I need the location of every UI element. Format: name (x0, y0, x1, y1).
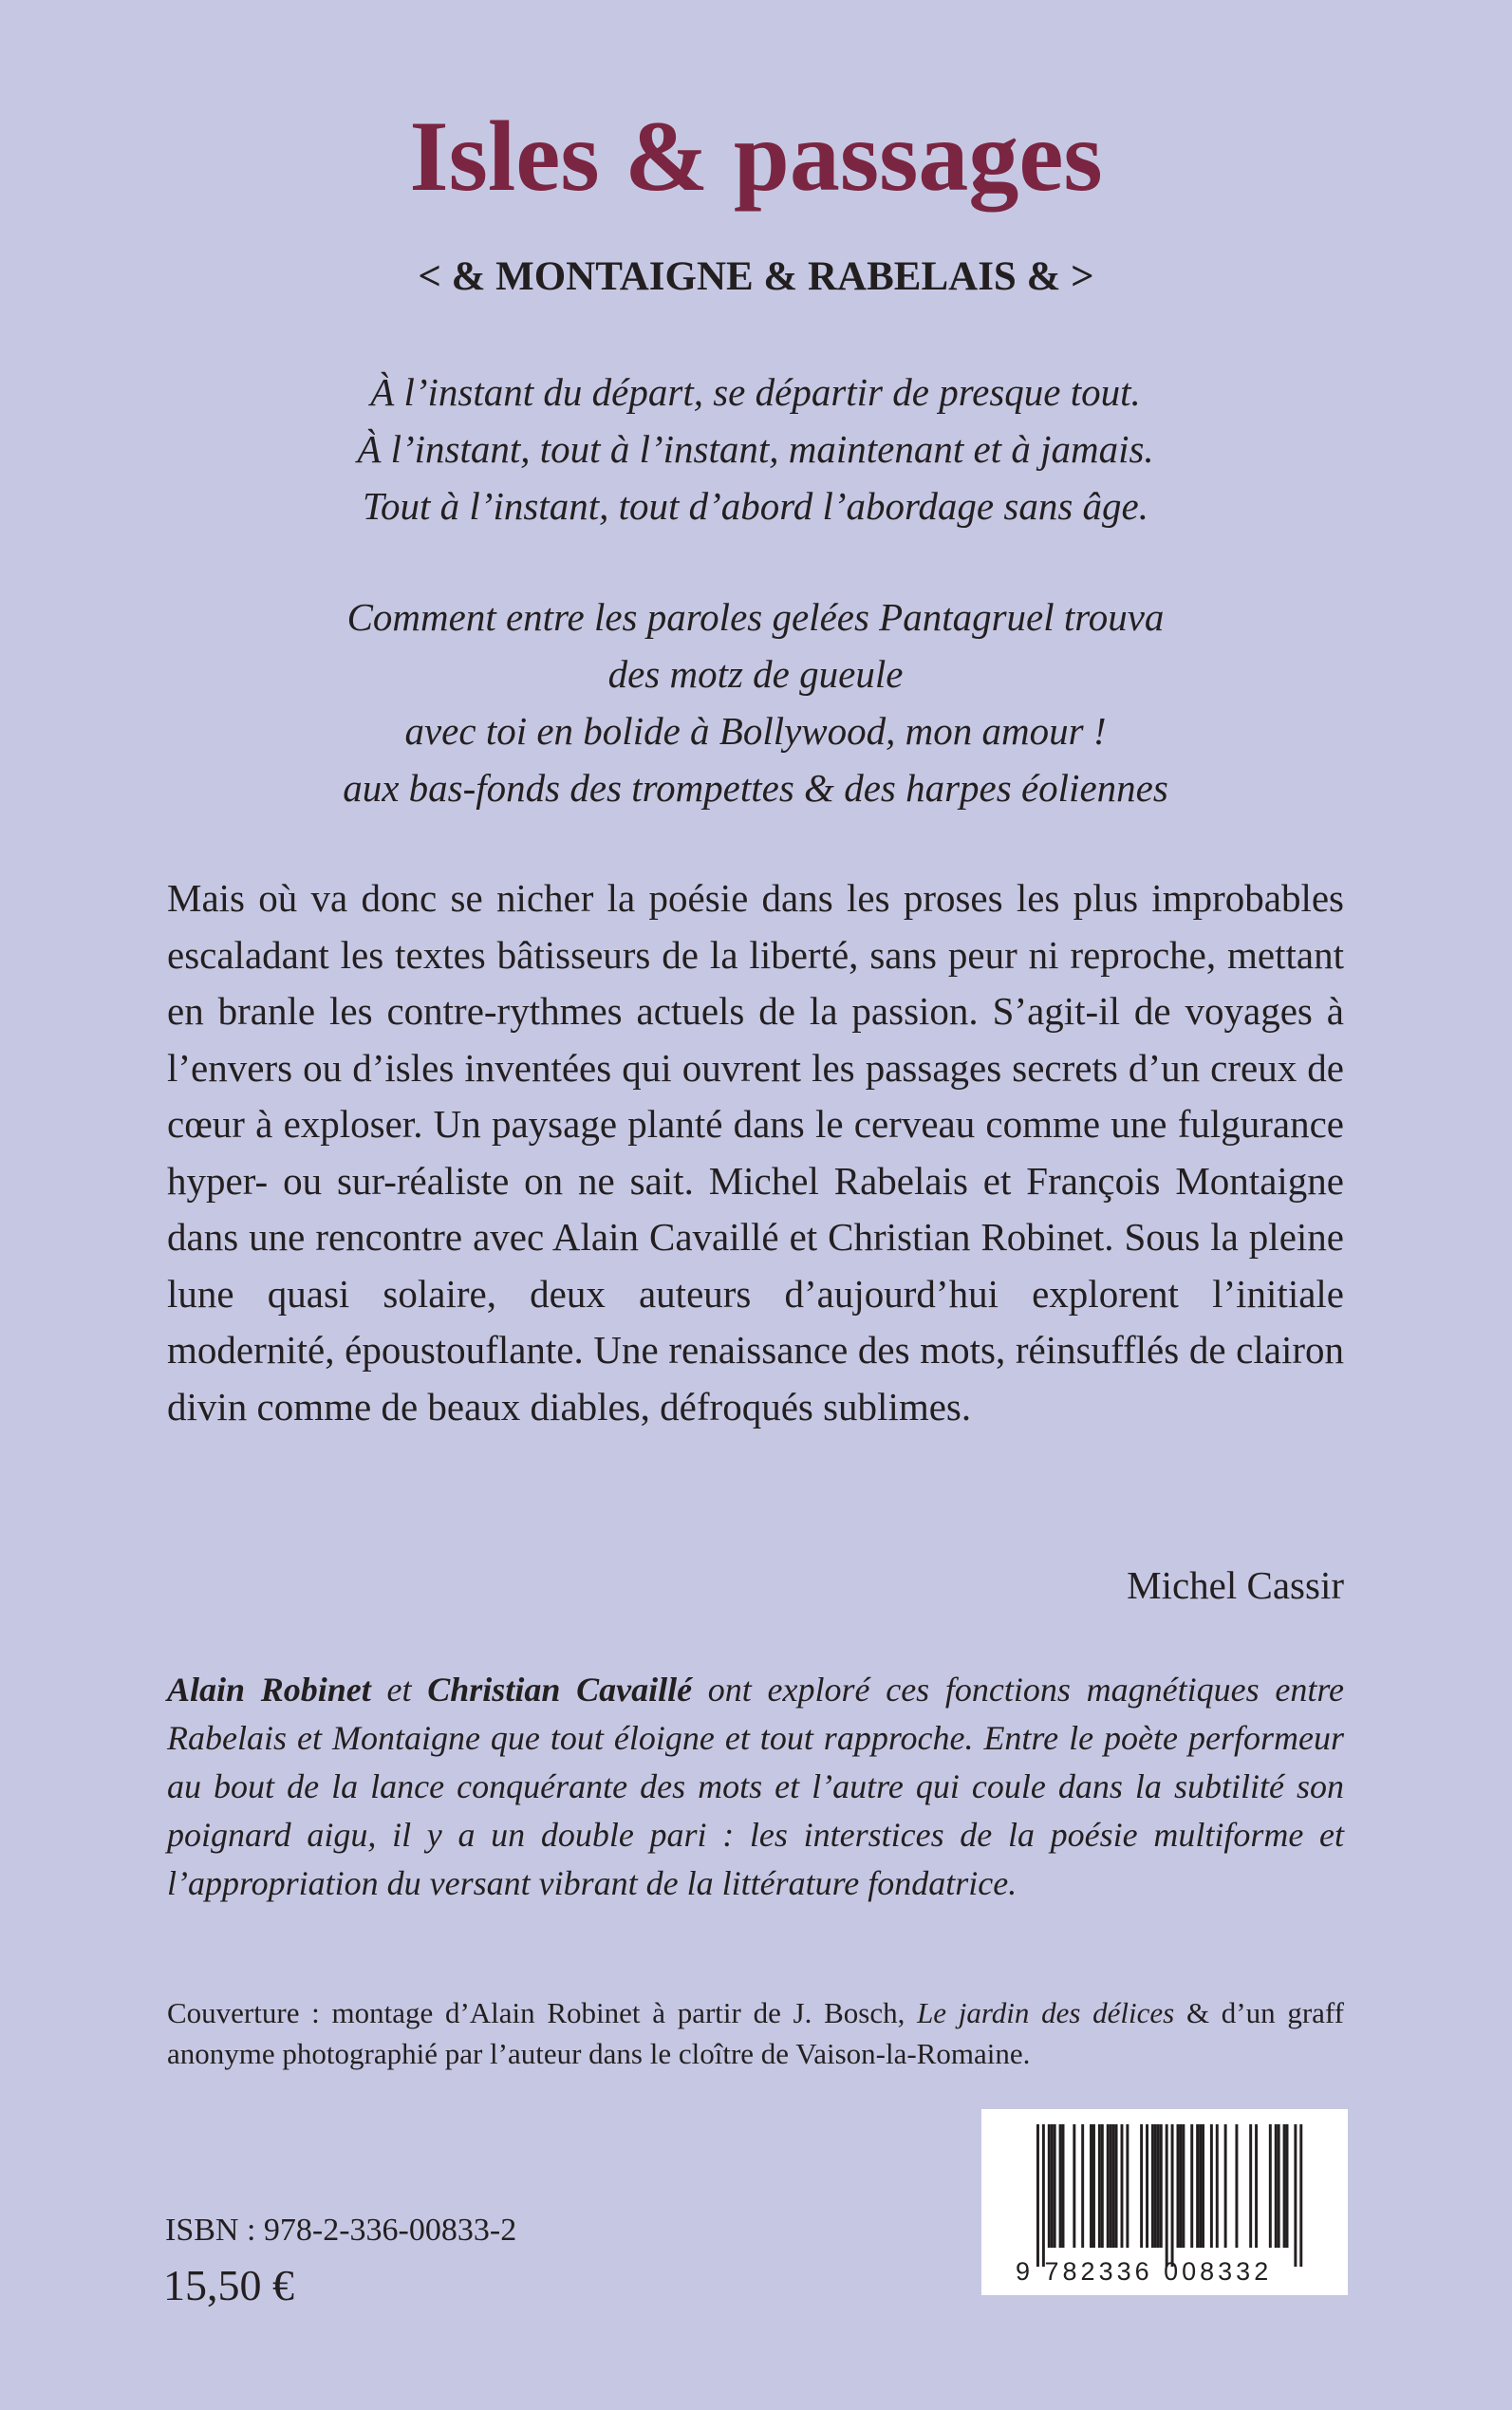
barcode-bar (1062, 2124, 1065, 2248)
barcode-bar (1179, 2124, 1182, 2248)
poem-stanza-1 (167, 364, 1344, 534)
barcode-bar (1101, 2124, 1104, 2248)
book-title: Isles & passages (409, 101, 1103, 212)
barcode-bar (1157, 2124, 1160, 2248)
poem-line: Comment entre les paroles gelées Pantagruel trouva (346, 595, 1165, 639)
isbn-label: ISBN : 978-2-336-00833-2 (165, 2213, 517, 2248)
barcode-bar (1073, 2124, 1075, 2248)
barcode-bar (1166, 2124, 1168, 2267)
authors-connector: et (370, 1671, 428, 1709)
poem-line: Tout à l’instant, tout d’abord l’abordage sans âge. (362, 484, 1148, 528)
barcode-bar (1090, 2124, 1092, 2248)
barcode-bar (1235, 2124, 1238, 2248)
barcode-bar (1051, 2124, 1054, 2248)
author-name-2: Christian Cavaillé (427, 1671, 693, 1709)
barcode-bar (1190, 2124, 1193, 2248)
barcode-bar (1160, 2124, 1163, 2248)
poem-line: avec toi en bolide à Bollywood, mon amour ! (404, 709, 1107, 753)
poem-line: À l’instant, tout à l’instant, maintenant et à jamais. (357, 427, 1154, 471)
barcode-bar (1112, 2124, 1115, 2248)
barcode-bar (1294, 2124, 1297, 2267)
barcode-bar (1249, 2124, 1252, 2248)
barcode-bar (1255, 2124, 1258, 2248)
price-label: 15,50 € (163, 2261, 294, 2309)
barcode-bar (1299, 2124, 1302, 2267)
poem-stanza-2 (167, 588, 1344, 816)
barcode-bar (1098, 2124, 1101, 2248)
credit-text-before: Couverture : montage d’Alain Robinet à partir de J. Bosch, (167, 1996, 918, 2029)
barcode-bar (1140, 2124, 1143, 2248)
blurb-signature: Michel Cassir (1127, 1563, 1344, 1607)
barcode-bar (1199, 2124, 1202, 2248)
poem-line: des motz de gueule (607, 652, 904, 696)
barcode-bar (1182, 2124, 1185, 2248)
poem-line: aux bas-fonds des trompettes & des harpes éoliennes (343, 766, 1168, 810)
barcode-digits: 9 782336 008332 (1016, 2257, 1273, 2286)
barcode-bar (1107, 2124, 1110, 2248)
author-name-1: Alain Robinet (167, 1671, 371, 1709)
authors-text: ont exploré ces fonctions magnétiques entre Rabelais et Montaigne que tout éloigne et tout rapproche. Entre le poète performeur au bout de la lance conquérante des mots et l’autre qui coule dans la subtilité son poignard aigu, il y a un double pari : les interstices de la poésie multiforme et l’appropriation du versant vibrant de la littérature fondatrice. (167, 1671, 1344, 1902)
barcode-bar (1275, 2124, 1278, 2248)
barcode-bar (1036, 2124, 1039, 2267)
barcode-bar (1269, 2124, 1272, 2248)
poem-line: À l’instant du départ, se départir de presque tout. (370, 370, 1141, 414)
barcode-bar (1278, 2124, 1280, 2248)
barcode-bar (1054, 2124, 1056, 2248)
barcode-bar (1283, 2124, 1286, 2248)
barcode-bar (1154, 2124, 1157, 2248)
barcode-bar (1048, 2124, 1051, 2248)
barcode-bar (1171, 2124, 1174, 2267)
barcode-bar (1216, 2124, 1219, 2248)
barcode-bar (1042, 2124, 1045, 2267)
cover-credit (167, 1992, 1344, 2074)
barcode-bar (1151, 2124, 1154, 2248)
barcode-bar (1286, 2124, 1289, 2248)
barcode-bar (1059, 2124, 1062, 2248)
barcode-bar (1126, 2124, 1129, 2248)
barcode (981, 2109, 1348, 2295)
barcode-bar (1210, 2124, 1213, 2248)
credit-text-after: & d’un graff anonyme photographié par l’auteur dans le cloître de Vaison-la-Romaine. (167, 1996, 1345, 2070)
blurb-paragraph: Mais où va donc se nicher la poésie dans les proses les plus improbables escaladant les textes bâtisseurs de la liberté, sans peur ni reproche, mettant en branle les contre-rythmes actuels de la passion. S’agit-il de voyages à l’envers ou d’isles inventées qui ouvrent les passages secrets d’un creux de cœur à exploser. Un paysage planté dans le cerveau comme une fulgurance hyper- ou sur-réaliste on ne sait. Michel Rabelais et François Montaigne dans une rencontre avec Alain Cavaillé et Christian Robinet. Sous la pleine lune quasi solaire, deux auteurs d’aujourd’hui explorent l’initiale modernité, époustouflante. Une renaissance des mots, réinsufflés de clairon divin comme de beaux diables, défroqués sublimes. (167, 876, 1344, 1429)
barcode-bar (1196, 2124, 1199, 2248)
barcode-bar (1202, 2124, 1204, 2248)
barcode-bar (1121, 2124, 1124, 2248)
barcode-bar (1092, 2124, 1095, 2248)
credit-work-title: Le jardin des délices (917, 1996, 1175, 2029)
book-subtitle: < & MONTAIGNE & RABELAIS & > (418, 254, 1094, 299)
barcode-bar (1146, 2124, 1148, 2248)
authors-paragraph (167, 1666, 1344, 1908)
barcode-bar (1115, 2124, 1118, 2248)
barcode-bar (1224, 2124, 1227, 2248)
barcode-bar (1081, 2124, 1084, 2248)
barcode-bar (1110, 2124, 1112, 2248)
barcode-bar (1177, 2124, 1180, 2248)
